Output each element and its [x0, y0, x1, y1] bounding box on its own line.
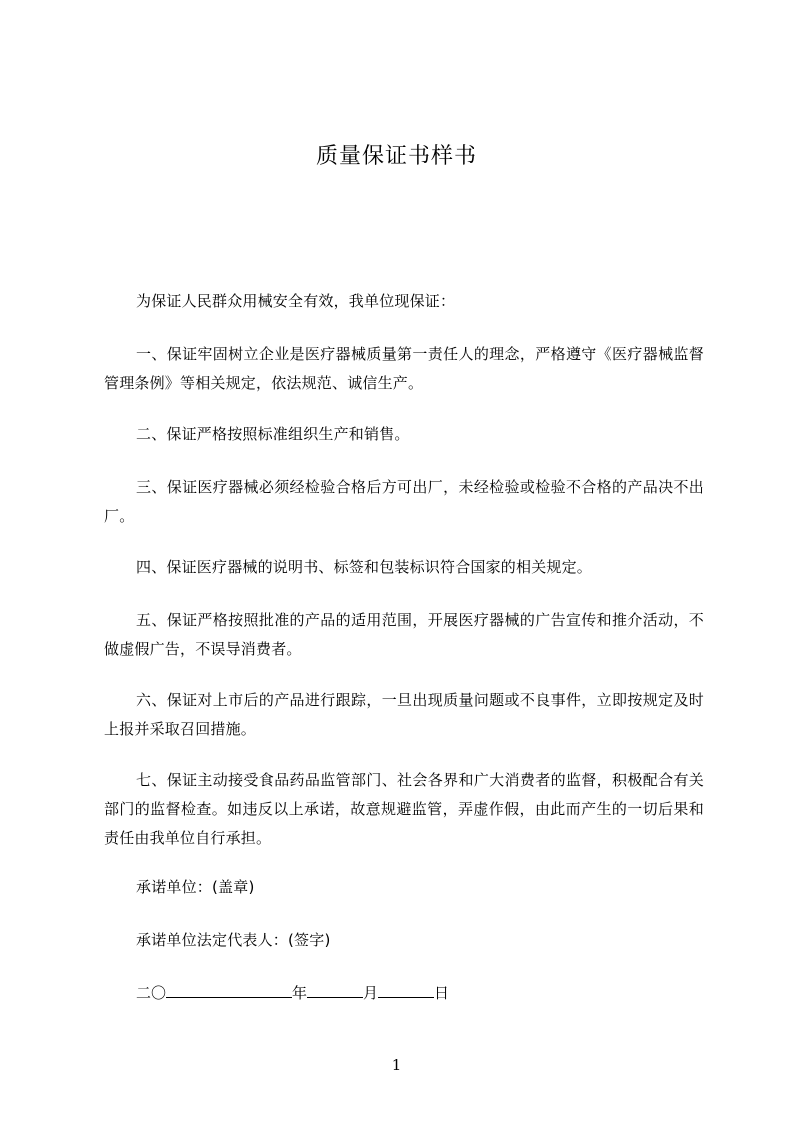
- signature-unit: 承诺单位：(盖章): [136, 878, 255, 896]
- clause-7: 七、保证主动接受食品药品监管部门、社会各界和广大消费者的监督，积极配合有关部门的监督检查。如违反以上承诺，故意规避监管，弄虚作假，由此而产生的一切后果和责任由我单位自行承担。: [104, 771, 704, 847]
- date-day-label: 日: [434, 984, 450, 1002]
- date-line: [136, 979, 449, 1008]
- date-prefix: 二〇: [136, 984, 167, 1002]
- page-number: 1: [391, 1056, 402, 1074]
- clause-4: 四、保证医疗器械的说明书、标签和包装标识符合国家的相关规定。: [136, 558, 593, 576]
- date-year-label: 年: [292, 984, 308, 1002]
- month-blank: [307, 980, 363, 998]
- signature-representative: 承诺单位法定代表人：(签字): [136, 931, 331, 949]
- day-blank: [378, 980, 434, 998]
- clause-1: 一、保证牢固树立企业是医疗器械质量第一责任人的理念，严格遵守《医疗器械监督管理条例》等相关规定，依法规范、诚信生产。: [104, 345, 704, 392]
- document-title: 质量保证书样书: [315, 144, 477, 169]
- intro-paragraph: 为保证人民群众用械安全有效，我单位现保证：: [136, 292, 456, 310]
- clause-5: 五、保证严格按照批准的产品的适用范围，开展医疗器械的广告宣传和推介活动，不做虚假广告，不误导消费者。: [104, 611, 704, 658]
- clause-3: 三、保证医疗器械必须经检验合格后方可出厂，未经检验或检验不合格的产品决不出厂。: [104, 478, 704, 525]
- clause-2: 二、保证严格按照标准组织生产和销售。: [136, 425, 410, 443]
- date-month-label: 月: [363, 984, 379, 1002]
- year-blank: [166, 980, 292, 998]
- clause-6: 六、保证对上市后的产品进行跟踪，一旦出现质量问题或不良事件，立即按规定及时上报并采取召回措施。: [104, 691, 704, 738]
